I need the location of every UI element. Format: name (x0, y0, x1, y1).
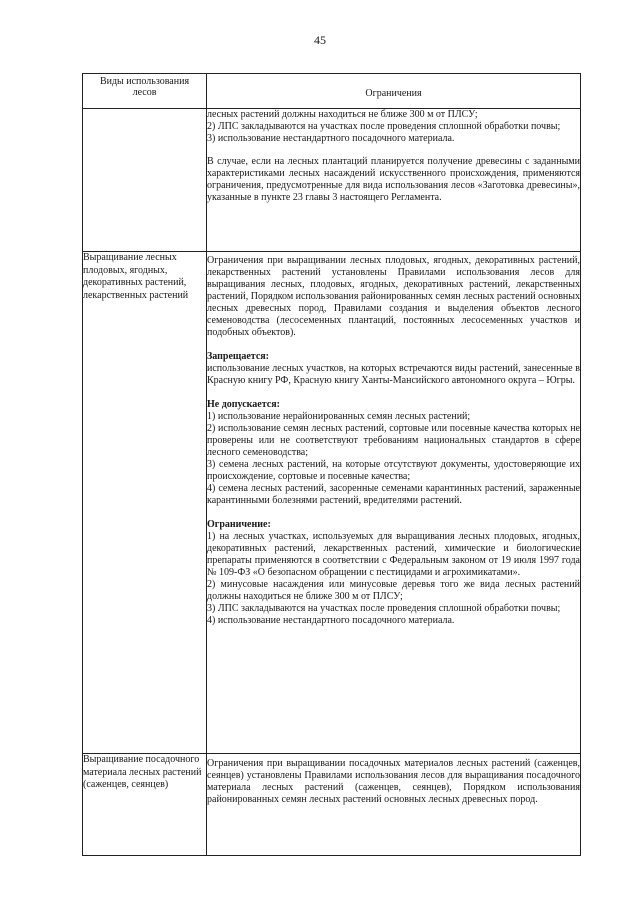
row1-line-4: В случае, если на лесных плантаций планируется получение древесины с заданными характеристиками лесных насаждений искусственного происхождения, применяются ограничения, предусмотренные для вида использования лесов «Заготовка древесины», указанные в пункте 23 главы 3 настоящего Регламента. (207, 156, 580, 203)
row2-intro: Ограничения при выращивании лесных плодовых, ягодных, декоративных растений, лекарственных растений установлены Правилами использования лесов для выращивания лесных, плодовых, ягодных, декоративных растений, лекарственных растений, Порядком использования районированных семян лесных растений основных лесных древесных пород, Правилами создания и выделения объектов лесного семеноводства (лесосеменных плантаций, постоянных лесосеменных участков и подобных объектов). (207, 255, 580, 338)
restriction-item-3: 3) ЛПС закладываются на участках после проведения сплошной обработки почвы; (207, 603, 561, 614)
table-row (83, 109, 581, 252)
restrictions-table (82, 73, 581, 856)
not-allowed-item-1: 1) использование нерайонированных семян лесных растений; (207, 411, 471, 422)
row1-line-3: 3) использование нестандартного посадочного материала. (207, 133, 455, 144)
restriction-item-4: 4) использование нестандартного посадочного материала. (207, 615, 455, 626)
not-allowed-item-2: 2) использование семян лесных растений, сортовые или посевные качества которых не проверены или не соответствуют требованиям национальных стандартов в сфере лесного семеноводства; (207, 423, 580, 458)
row1-kind-cell (83, 109, 207, 252)
row2-forest-use-kind: Выращивание лесных плодовых, ягодных, декоративных растений, лекарственных растений (83, 252, 207, 754)
not-allowed-heading: Не допускается: (207, 399, 280, 410)
prohibited-text: использование лесных участков, на которых встречаются виды растений, занесенные в Красную книгу РФ, Красную книгу Ханты-Мансийского автономного округа – Югры. (207, 363, 580, 386)
row3-restrictions-cell (207, 754, 581, 856)
row3-text: Ограничения при выращивании посадочных материалов лесных растений (саженцев, сеянцев) установлены Правилами использования лесов для выращивания посадочного материала лесных растений (саженцев, сеянцев), Порядком использования районированных семян лесных растений основных лесных древесных пород. (207, 758, 580, 805)
row1-line-2: 2) ЛПС закладываются на участках после проведения сплошной обработки почвы; (207, 121, 561, 132)
restriction-item-2: 2) минусовые насаждения или минусовые деревья того же вида лесных растений должны находиться не ближе 300 м от ПЛСУ; (207, 579, 580, 602)
table-row (83, 252, 581, 754)
header-forest-use-types: Виды использования лесов (83, 74, 207, 109)
table-row (83, 754, 581, 856)
not-allowed-item-3: 3) семена лесных растений, на которые отсутствуют документы, удостоверяющие их происхождение, сортовые и посевные качества; (207, 459, 580, 482)
restriction-item-1: 1) на лесных участках, используемых для выращивания лесных плодовых, ягодных, декоративных растений, лекарственных растений, химические и биологические препараты применяются в соответствии с Федеральным законом от 19 июля 1997 года № 109-ФЗ «О безопасном обращении с пестицидами и агрохимикатами». (207, 531, 580, 578)
restriction-heading: Ограничение: (207, 519, 271, 530)
row1-line-1: лесных растений должны находиться не ближе 300 м от ПЛСУ; (207, 109, 478, 120)
page-number: 45 (314, 33, 326, 47)
table-header-row (83, 74, 581, 109)
row3-forest-use-kind: Выращивание посадочного материала лесных растений (саженцев, сеянцев) (83, 754, 207, 856)
row1-restrictions-cell (207, 109, 581, 252)
not-allowed-item-4: 4) семена лесных растений, засоренные семенами карантинных растений, зараженные карантинными болезнями растений, вредителями растений. (207, 483, 580, 506)
header-restrictions: Ограничения (207, 74, 581, 109)
row2-restrictions-cell (207, 252, 581, 754)
prohibited-heading: Запрещается: (207, 351, 270, 362)
